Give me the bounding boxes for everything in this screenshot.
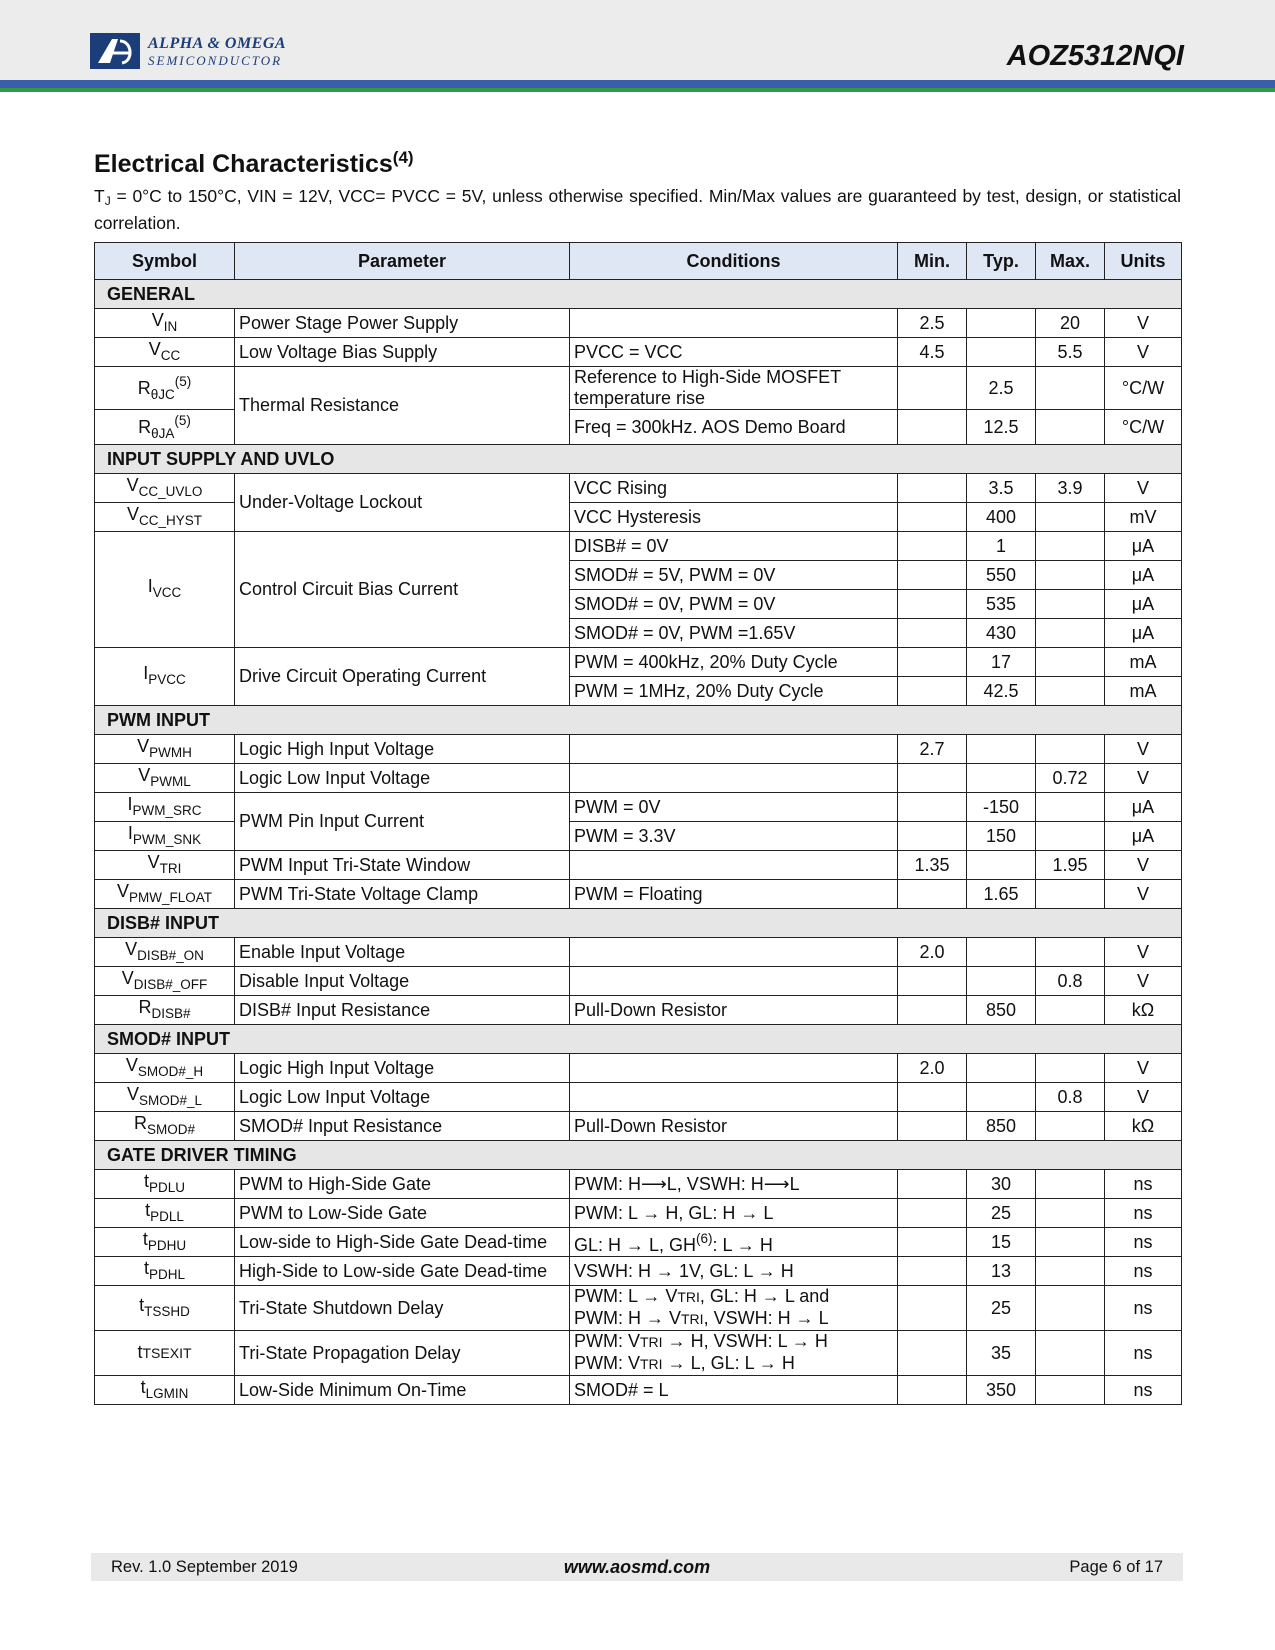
table-row: [95, 532, 1182, 561]
max-cell: [1036, 590, 1105, 619]
section-disb-input: DISB# INPUT: [95, 909, 1182, 938]
parameter-cell: PWM Tri-State Voltage Clamp: [235, 880, 570, 909]
table-row: [95, 1112, 1182, 1141]
parameter-cell: High-Side to Low-side Gate Dead-time: [235, 1257, 570, 1286]
symbol-cell: $V_{IN}$: [95, 309, 235, 338]
typ-cell: [967, 764, 1036, 793]
parameter-cell: DISB# Input Resistance: [235, 996, 570, 1025]
conditions-cell: [570, 938, 898, 967]
max-cell: 20: [1036, 309, 1105, 338]
units-cell: V: [1105, 309, 1182, 338]
symbol-cell: tTSEXIT: [95, 1331, 235, 1376]
header-parameter: Parameter: [235, 243, 570, 280]
min-cell: 2.0: [898, 938, 967, 967]
units-cell: V: [1105, 1054, 1182, 1083]
units-cell: mV: [1105, 503, 1182, 532]
section-row: [95, 280, 1182, 309]
max-cell: [1036, 1199, 1105, 1228]
symbol-cell: $V_{CC\_UVLO}$: [95, 474, 235, 503]
header-conditions: Conditions: [570, 243, 898, 280]
conditions-cell: PWM = 1MHz, 20% Duty Cycle: [570, 677, 898, 706]
max-cell: [1036, 1286, 1105, 1331]
section-title: [94, 148, 414, 179]
min-cell: 1.35: [898, 851, 967, 880]
typ-cell: 850: [967, 996, 1036, 1025]
max-cell: [1036, 1257, 1105, 1286]
company-logo: [90, 33, 286, 69]
table-row: [95, 1257, 1182, 1286]
logo-line-2: SEMICONDUCTOR: [148, 52, 283, 68]
parameter-cell: Logic High Input Voltage: [235, 1054, 570, 1083]
units-cell: ns: [1105, 1331, 1182, 1376]
symbol-cell: $t_{PDLL}$: [95, 1199, 235, 1228]
table-row: [95, 309, 1182, 338]
parameter-cell: Low-side to High-Side Gate Dead-time: [235, 1228, 570, 1257]
min-cell: 2.0: [898, 1054, 967, 1083]
min-cell: [898, 532, 967, 561]
max-cell: [1036, 503, 1105, 532]
min-cell: [898, 1170, 967, 1199]
revision-label: Rev. 1.0 September 2019: [111, 1558, 298, 1576]
symbol-cell: $V_{SMOD\#\_H}$: [95, 1054, 235, 1083]
page-footer: [91, 1553, 1183, 1581]
conditions-cell: PWM = Floating: [570, 880, 898, 909]
typ-cell: 13: [967, 1257, 1036, 1286]
parameter-cell: Under-Voltage Lockout: [235, 474, 570, 532]
conditions-cell: [570, 764, 898, 793]
conditions-cell: PWM: L → VTRI, GL: H → L and PWM: H → VTRI, VSWH: H → L: [570, 1286, 898, 1331]
max-cell: 5.5: [1036, 338, 1105, 367]
max-cell: [1036, 410, 1105, 445]
symbol-cell: $V_{DISB\#\_OFF}$: [95, 967, 235, 996]
website-link[interactable]: www.aosmd.com: [563, 1557, 711, 1577]
symbol-cell: $V_{SMOD\#\_L}$: [95, 1083, 235, 1112]
conditions-cell: VSWH: H → 1V, GL: L → H: [570, 1257, 898, 1286]
logo-line-1: ALPHA & OMEGA: [148, 34, 287, 52]
symbol-cell: $R_{DISB\#}$: [95, 996, 235, 1025]
table-row: [95, 1170, 1182, 1199]
parameter-cell: Tri-State Propagation Delay: [235, 1331, 570, 1376]
max-cell: [1036, 1054, 1105, 1083]
parameter-cell: Thermal Resistance: [235, 367, 570, 445]
table-row: [95, 735, 1182, 764]
parameter-cell: PWM Input Tri-State Window: [235, 851, 570, 880]
max-cell: [1036, 938, 1105, 967]
typ-cell: 12.5: [967, 410, 1036, 445]
section-input-supply: INPUT SUPPLY AND UVLO: [95, 445, 1182, 474]
conditions-cell: Pull-Down Resistor: [570, 996, 898, 1025]
table-row: [95, 1228, 1182, 1257]
units-cell: V: [1105, 1083, 1182, 1112]
conditions-cell: [570, 735, 898, 764]
units-cell: ns: [1105, 1376, 1182, 1405]
typ-cell: 1: [967, 532, 1036, 561]
section-pwm-input: PWM INPUT: [95, 706, 1182, 735]
symbol-cell: $t_{LGMIN}$: [95, 1376, 235, 1405]
symbol-cell: $V_{PWMH}$: [95, 735, 235, 764]
units-cell: ns: [1105, 1199, 1182, 1228]
parameter-cell: Low Voltage Bias Supply: [235, 338, 570, 367]
typ-cell: 3.5: [967, 474, 1036, 503]
conditions-cell: Freq = 300kHz. AOS Demo Board: [570, 410, 898, 445]
typ-cell: [967, 967, 1036, 996]
typ-cell: 400: [967, 503, 1036, 532]
min-cell: [898, 1286, 967, 1331]
max-cell: 0.8: [1036, 967, 1105, 996]
conditions-note: [94, 185, 1181, 234]
table-row: [95, 648, 1182, 677]
page-number: Page 6 of 17: [1069, 1558, 1163, 1576]
conditions-cell: PWM: H⟶L, VSWH: H⟶L: [570, 1170, 898, 1199]
header-blue-rule: [0, 80, 1275, 88]
min-cell: 4.5: [898, 338, 967, 367]
max-cell: [1036, 822, 1105, 851]
parameter-cell: Tri-State Shutdown Delay: [235, 1286, 570, 1331]
table-row: [95, 338, 1182, 367]
table-row: [95, 1331, 1182, 1376]
min-cell: 2.7: [898, 735, 967, 764]
units-cell: V: [1105, 764, 1182, 793]
units-cell: V: [1105, 880, 1182, 909]
table-row: [95, 851, 1182, 880]
electrical-characteristics-table: [94, 242, 1182, 1405]
typ-cell: 25: [967, 1286, 1036, 1331]
parameter-cell: Enable Input Voltage: [235, 938, 570, 967]
table-row: [95, 764, 1182, 793]
conditions-cell: [570, 1054, 898, 1083]
table-row: [95, 1286, 1182, 1331]
header-units: Units: [1105, 243, 1182, 280]
units-cell: V: [1105, 851, 1182, 880]
typ-cell: 25: [967, 1199, 1036, 1228]
min-cell: [898, 590, 967, 619]
max-cell: [1036, 996, 1105, 1025]
min-cell: [898, 1257, 967, 1286]
conditions-cell: [570, 851, 898, 880]
table-row: [95, 1054, 1182, 1083]
min-cell: 2.5: [898, 309, 967, 338]
units-cell: mA: [1105, 677, 1182, 706]
conditions-cell: VCC Hysteresis: [570, 503, 898, 532]
symbol-cell: $V_{PWML}$: [95, 764, 235, 793]
conditions-note-tsub: J: [104, 194, 111, 208]
typ-cell: 1.65: [967, 880, 1036, 909]
symbol-cell: $R_{\theta JA}^{(5)}$: [95, 410, 235, 445]
symbol-cell: $I_{VCC}$: [95, 532, 235, 648]
min-cell: [898, 1331, 967, 1376]
min-cell: [898, 367, 967, 410]
table-row: [95, 367, 1182, 410]
conditions-cell: Pull-Down Resistor: [570, 1112, 898, 1141]
min-cell: [898, 1199, 967, 1228]
units-cell: ns: [1105, 1170, 1182, 1199]
section-general: GENERAL: [95, 280, 1182, 309]
table-row: [95, 1199, 1182, 1228]
units-cell: μA: [1105, 561, 1182, 590]
parameter-cell: Logic Low Input Voltage: [235, 1083, 570, 1112]
units-cell: kΩ: [1105, 996, 1182, 1025]
symbol-cell: $I_{PWM\_SRC}$: [95, 793, 235, 822]
parameter-cell: Logic Low Input Voltage: [235, 764, 570, 793]
symbol-cell: $V_{TRI}$: [95, 851, 235, 880]
max-cell: [1036, 532, 1105, 561]
typ-cell: 30: [967, 1170, 1036, 1199]
units-cell: μA: [1105, 619, 1182, 648]
header-max: Max.: [1036, 243, 1105, 280]
max-cell: [1036, 648, 1105, 677]
min-cell: [898, 619, 967, 648]
min-cell: [898, 474, 967, 503]
typ-cell: 17: [967, 648, 1036, 677]
conditions-cell: PWM = 0V: [570, 793, 898, 822]
table-row: [95, 938, 1182, 967]
symbol-cell: $R_{\theta JC}^{(5)}$: [95, 367, 235, 410]
max-cell: [1036, 1170, 1105, 1199]
max-cell: 0.72: [1036, 764, 1105, 793]
symbol-cell: $t_{PDHU}$: [95, 1228, 235, 1257]
table-row: [95, 1376, 1182, 1405]
conditions-note-text: = 0°C to 150°C, VIN = 12V, VCC= PVCC = 5V, unless otherwise specified. Min/Max values are guaranteed by test, design, or statistical correlation.: [94, 186, 1181, 233]
conditions-cell: [570, 1083, 898, 1112]
units-cell: V: [1105, 938, 1182, 967]
typ-cell: 42.5: [967, 677, 1036, 706]
typ-cell: 15: [967, 1228, 1036, 1257]
conditions-cell: SMOD# = 0V, PWM = 0V: [570, 590, 898, 619]
conditions-cell: SMOD# = L: [570, 1376, 898, 1405]
parameter-cell: Low-Side Minimum On-Time: [235, 1376, 570, 1405]
units-cell: V: [1105, 967, 1182, 996]
conditions-cell: DISB# = 0V: [570, 532, 898, 561]
min-cell: [898, 880, 967, 909]
min-cell: [898, 1228, 967, 1257]
units-cell: μA: [1105, 532, 1182, 561]
min-cell: [898, 996, 967, 1025]
conditions-cell: PWM = 3.3V: [570, 822, 898, 851]
table-row: [95, 474, 1182, 503]
units-cell: ns: [1105, 1228, 1182, 1257]
typ-cell: 35: [967, 1331, 1036, 1376]
typ-cell: 550: [967, 561, 1036, 590]
typ-cell: [967, 1054, 1036, 1083]
min-cell: [898, 677, 967, 706]
parameter-cell: Disable Input Voltage: [235, 967, 570, 996]
header-symbol: Symbol: [95, 243, 235, 280]
typ-cell: -150: [967, 793, 1036, 822]
table-row: [95, 880, 1182, 909]
max-cell: 3.9: [1036, 474, 1105, 503]
typ-cell: 150: [967, 822, 1036, 851]
min-cell: [898, 410, 967, 445]
typ-cell: [967, 1083, 1036, 1112]
typ-cell: 350: [967, 1376, 1036, 1405]
section-row: [95, 1141, 1182, 1170]
table-row: [95, 793, 1182, 822]
conditions-cell: PVCC = VCC: [570, 338, 898, 367]
units-cell: °C/W: [1105, 367, 1182, 410]
min-cell: [898, 967, 967, 996]
units-cell: °C/W: [1105, 410, 1182, 445]
conditions-cell: VCC Rising: [570, 474, 898, 503]
conditions-cell: Reference to High-Side MOSFET temperature rise: [570, 367, 898, 410]
min-cell: [898, 1112, 967, 1141]
symbol-cell: $V_{DISB\#\_ON}$: [95, 938, 235, 967]
units-cell: ns: [1105, 1286, 1182, 1331]
max-cell: [1036, 1331, 1105, 1376]
units-cell: ns: [1105, 1257, 1182, 1286]
section-row: [95, 706, 1182, 735]
typ-cell: [967, 338, 1036, 367]
section-title-text: Electrical Characteristics: [94, 150, 393, 178]
min-cell: [898, 793, 967, 822]
symbol-cell: $t_{PDLU}$: [95, 1170, 235, 1199]
max-cell: [1036, 880, 1105, 909]
header-typ: Typ.: [967, 243, 1036, 280]
conditions-cell: [570, 967, 898, 996]
section-row: [95, 909, 1182, 938]
symbol-cell: $I_{PVCC}$: [95, 648, 235, 706]
typ-cell: 535: [967, 590, 1036, 619]
max-cell: [1036, 677, 1105, 706]
units-cell: μA: [1105, 822, 1182, 851]
min-cell: [898, 503, 967, 532]
symbol-cell: $t_{PDHL}$: [95, 1257, 235, 1286]
symbol-cell: $V_{CC}$: [95, 338, 235, 367]
parameter-cell: SMOD# Input Resistance: [235, 1112, 570, 1141]
typ-cell: [967, 851, 1036, 880]
typ-cell: 2.5: [967, 367, 1036, 410]
units-cell: V: [1105, 474, 1182, 503]
typ-cell: 850: [967, 1112, 1036, 1141]
symbol-cell: $V_{PMW\_FLOAT}$: [95, 880, 235, 909]
parameter-cell: Power Stage Power Supply: [235, 309, 570, 338]
conditions-cell: [570, 309, 898, 338]
max-cell: [1036, 1112, 1105, 1141]
conditions-note-t: T: [94, 186, 105, 206]
section-row: [95, 445, 1182, 474]
units-cell: μA: [1105, 793, 1182, 822]
parameter-cell: Drive Circuit Operating Current: [235, 648, 570, 706]
parameter-cell: PWM Pin Input Current: [235, 793, 570, 851]
min-cell: [898, 764, 967, 793]
symbol-cell: $t_{TSSHD}$: [95, 1286, 235, 1331]
max-cell: 0.8: [1036, 1083, 1105, 1112]
typ-cell: [967, 938, 1036, 967]
typ-cell: [967, 735, 1036, 764]
table-row: [95, 996, 1182, 1025]
units-cell: μA: [1105, 590, 1182, 619]
conditions-cell: SMOD# = 5V, PWM = 0V: [570, 561, 898, 590]
parameter-cell: PWM to High-Side Gate: [235, 1170, 570, 1199]
section-smod-input: SMOD# INPUT: [95, 1025, 1182, 1054]
min-cell: [898, 1376, 967, 1405]
conditions-cell: SMOD# = 0V, PWM =1.65V: [570, 619, 898, 648]
units-cell: V: [1105, 338, 1182, 367]
section-row: [95, 1025, 1182, 1054]
min-cell: [898, 561, 967, 590]
typ-cell: 430: [967, 619, 1036, 648]
min-cell: [898, 822, 967, 851]
parameter-cell: PWM to Low-Side Gate: [235, 1199, 570, 1228]
min-cell: [898, 1083, 967, 1112]
units-cell: kΩ: [1105, 1112, 1182, 1141]
max-cell: [1036, 367, 1105, 410]
typ-cell: [967, 309, 1036, 338]
max-cell: [1036, 619, 1105, 648]
parameter-cell: Logic High Input Voltage: [235, 735, 570, 764]
max-cell: 1.95: [1036, 851, 1105, 880]
symbol-cell: $V_{CC\_HYST}$: [95, 503, 235, 532]
conditions-cell: PWM: VTRI → H, VSWH: L → H PWM: VTRI → L, GL: L → H: [570, 1331, 898, 1376]
table-header-row: [95, 243, 1182, 280]
max-cell: [1036, 1376, 1105, 1405]
symbol-cell: $I_{PWM\_SNK}$: [95, 822, 235, 851]
max-cell: [1036, 793, 1105, 822]
part-number: AOZ5312NQI: [1006, 40, 1184, 72]
parameter-cell: Control Circuit Bias Current: [235, 532, 570, 648]
conditions-cell: PWM: L → H, GL: H → L: [570, 1199, 898, 1228]
header-green-rule: [0, 88, 1275, 92]
min-cell: [898, 648, 967, 677]
conditions-cell: PWM = 400kHz, 20% Duty Cycle: [570, 648, 898, 677]
max-cell: [1036, 735, 1105, 764]
header-min: Min.: [898, 243, 967, 280]
conditions-cell: GL: H → L, GH$^{(6)}$: L → H: [570, 1228, 898, 1257]
section-title-note: (4): [392, 148, 414, 167]
table-row: [95, 1083, 1182, 1112]
symbol-cell: $R_{SMOD\#}$: [95, 1112, 235, 1141]
units-cell: V: [1105, 735, 1182, 764]
units-cell: mA: [1105, 648, 1182, 677]
alpha-omega-logo-icon: [90, 33, 140, 69]
table-row: [95, 967, 1182, 996]
max-cell: [1036, 1228, 1105, 1257]
max-cell: [1036, 561, 1105, 590]
section-gate-timing: GATE DRIVER TIMING: [95, 1141, 1182, 1170]
